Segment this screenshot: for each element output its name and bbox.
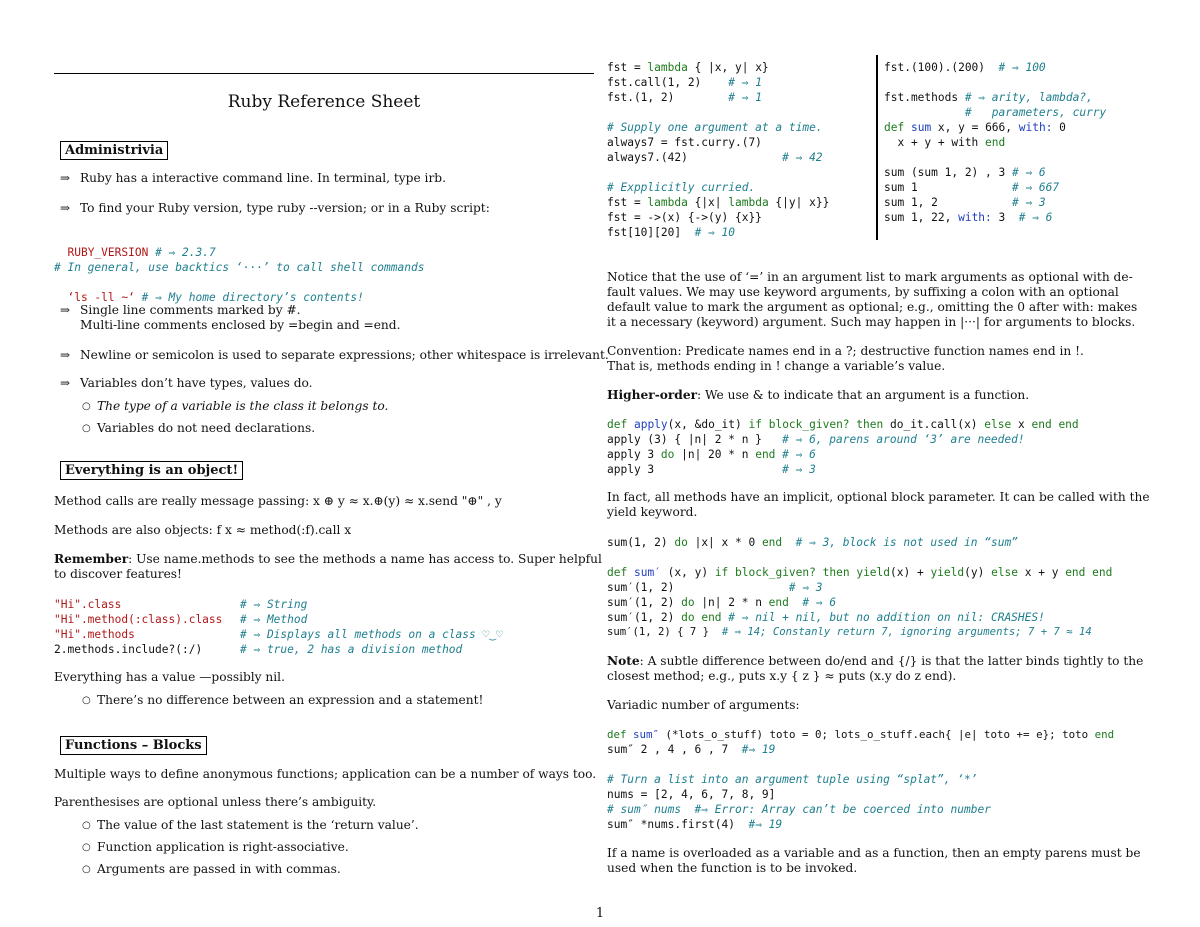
method-calls-text: Method calls are really message passing: x ⊕ y ≈ x.⊕(y) ≈ x.send "⊕" , y xyxy=(54,494,502,508)
circle-bullet-icon: ○ xyxy=(82,423,91,434)
sum-code-9: sum 1 # ⇒ 667 xyxy=(884,181,1060,194)
lambda-code-9: # Expplicitly curried. xyxy=(607,181,756,194)
sumprime-code-5: sum′(1, 2) { 7 } # ⇒ 14; Constanly return 7, ignoring arguments; 7 + 7 ≈ 14 xyxy=(607,626,1092,638)
variadic-p: Variadic number of arguments: xyxy=(607,698,800,712)
example-comment-4: # ⇒ true, 2 has a division method xyxy=(240,643,463,656)
top-rule xyxy=(54,73,594,74)
sum-code-6: x + y + with end xyxy=(884,136,1006,149)
circle-bullet-icon: ○ xyxy=(82,401,91,412)
higher-order-text: Higher-order: We use & to indicate that an argument is a function. xyxy=(607,388,1030,402)
functions-sub-3: Arguments are passed in with commas. xyxy=(97,862,341,876)
variadic-code-4: # Turn a list into an argument tuple using “splat”, ‘*’ xyxy=(607,773,978,786)
sum-code-11: sum 1, 22, with: 3 # ⇒ 6 xyxy=(884,211,1053,224)
functions-sub-1: The value of the last statement is the ‘return value’. xyxy=(97,818,419,832)
optional-p-3: default value to mark the argument as optional; e.g., omitting the 0 after with: makes xyxy=(607,300,1138,314)
variadic-code-5: nums = [2, 4, 6, 7, 8, 9] xyxy=(607,788,776,801)
optional-p-4: it a necessary (keyword) argument. Such may happen in |···| for arguments to blocks. xyxy=(607,315,1136,329)
apply-code-4: apply 3 # ⇒ 3 xyxy=(607,463,816,476)
example-code-4: 2.methods.include?(:/) xyxy=(54,643,203,656)
section-functions-blocks: Functions – Blocks xyxy=(60,736,207,755)
note-p-2: closest method; e.g., puts x.y { z } ≈ puts (x.y do z end). xyxy=(607,669,957,683)
section-administrivia: Administrivia xyxy=(60,141,168,160)
circle-bullet-icon: ○ xyxy=(82,695,91,706)
example-code-1: "Hi".class xyxy=(54,598,122,611)
apply-code-1: def apply(x, &do_it) if block_given? then do_it.call(x) else x end end xyxy=(607,418,1079,431)
sumprime-code-2: sum′(1, 2) # ⇒ 3 xyxy=(607,581,823,594)
fact-p-1: In fact, all methods have an implicit, optional block parameter. It can be called with the xyxy=(607,490,1150,504)
page-number: 1 xyxy=(595,906,605,921)
arrow-bullet-icon: ⇒ xyxy=(60,376,71,390)
circle-bullet-icon: ○ xyxy=(82,842,91,853)
lambda-code-1: fst = lambda { |x, y| x} xyxy=(607,61,769,74)
ruby-version-line: RUBY_VERSION # ⇒ 2.3.7 xyxy=(67,246,216,259)
comments-item-1: Single line comments marked by #. xyxy=(80,303,301,317)
note-p-1: Note: A subtle difference between do/end and {/} is that the latter binds tightly to the xyxy=(607,654,1144,668)
lambda-code-10: fst = lambda {|x| lambda {|y| x}} xyxy=(607,196,830,209)
admin-item-version: To find your Ruby version, type ruby --version; or in a Ruby script: xyxy=(80,201,490,215)
page-title: Ruby Reference Sheet xyxy=(227,92,421,112)
remember-line-2: to discover features! xyxy=(54,567,182,581)
sum-code-3: fst.methods # ⇒ arity, lambda?, xyxy=(884,91,1093,104)
apply-code-3: apply 3 do |n| 20 * n end # ⇒ 6 xyxy=(607,448,816,461)
lambda-code-6: always7 = fst.curry.(7) xyxy=(607,136,762,149)
circle-bullet-icon: ○ xyxy=(82,820,91,831)
variadic-code-6: # sum″ nums #⇒ Error: Array can’t be coerced into number xyxy=(607,803,991,816)
sum-code-8: sum (sum 1, 2) , 3 # ⇒ 6 xyxy=(884,166,1046,179)
example-comment-3: # ⇒ Displays all methods on a class ♡‿♡ xyxy=(240,628,503,641)
sum-code-1: fst.(100).(200) # ⇒ 100 xyxy=(884,61,1046,74)
comments-item-2: Multi-line comments enclosed by =begin and =end. xyxy=(80,318,401,332)
convention-p-1: Convention: Predicate names end in a ?; destructive function names end in !. xyxy=(607,344,1084,358)
lambda-code-2: fst.call(1, 2) # ⇒ 1 xyxy=(607,76,762,89)
newline-item: Newline or semicolon is used to separate expressions; other whitespace is irrelevant. xyxy=(80,348,609,362)
arrow-bullet-icon: ⇒ xyxy=(60,348,71,362)
backtick-comment: # In general, use backtics ‘···’ to call shell commands xyxy=(54,261,425,274)
backtick-line: ‘ls -ll ~‘ # ⇒ My home directory’s contents! xyxy=(67,291,364,304)
example-code-2: "Hi".method(:class).class xyxy=(54,613,223,626)
example-code-3: "Hi".methods xyxy=(54,628,135,641)
value-sub: There’s no difference between an expression and a statement! xyxy=(97,693,484,707)
variadic-code-1: def sum″ (*lots_o_stuff) toto = 0; lots_o_stuff.each{ |e| toto += e}; toto end xyxy=(607,728,1115,741)
functions-p1: Multiple ways to define anonymous functions; application can be a number of ways too. xyxy=(54,767,597,781)
example-comment-1: # ⇒ String xyxy=(240,598,308,611)
optional-p-1: Notice that the use of ‘=’ in an argument list to mark arguments as optional with de- xyxy=(607,270,1133,284)
variables-sub-1: The type of a variable is the class it belongs to. xyxy=(97,399,389,413)
fact-p-2: yield keyword. xyxy=(607,505,698,519)
admin-item-irb: Ruby has a interactive command line. In terminal, type irb. xyxy=(80,171,446,185)
lambda-code-5: # Supply one argument at a time. xyxy=(607,121,823,134)
lambda-code-11: fst = ->(x) {->(y) {x}} xyxy=(607,211,762,224)
variables-item: Variables don’t have types, values do. xyxy=(80,376,313,390)
overload-p-1: If a name is overloaded as a variable and as a function, then an empty parens must be xyxy=(607,846,1141,860)
sum-code-4: # parameters, curry xyxy=(884,106,1107,119)
functions-p2: Parenthesises are optional unless there’s ambiguity. xyxy=(54,795,377,809)
apply-code-2: apply (3) { |n| 2 * n } # ⇒ 6, parens around ‘3’ are needed! xyxy=(607,433,1025,446)
sum-code-5: def sum x, y = 666, with: 0 xyxy=(884,121,1066,134)
functions-sub-2: Function application is right-associative. xyxy=(97,840,349,854)
sum-block-code: sum(1, 2) do |x| x * 0 end # ⇒ 3, block is not used in “sum” xyxy=(607,536,1018,549)
circle-bullet-icon: ○ xyxy=(82,864,91,875)
methods-objects-text: Methods are also objects: f x ≈ method(:f).call x xyxy=(54,523,352,537)
variables-sub-2: Variables do not need declarations. xyxy=(97,421,316,435)
variadic-code-2: sum″ 2 , 4 , 6 , 7 #⇒ 19 xyxy=(607,743,776,756)
lambda-code-7: always7.(42) # ⇒ 42 xyxy=(607,151,823,164)
lambda-code-3: fst.(1, 2) # ⇒ 1 xyxy=(607,91,762,104)
convention-p-2: That is, methods ending in ! change a variable’s value. xyxy=(607,359,946,373)
arrow-bullet-icon: ⇒ xyxy=(60,303,71,317)
variadic-code-7: sum″ *nums.first(4) #⇒ 19 xyxy=(607,818,783,831)
code-box-divider xyxy=(876,55,878,240)
sum-code-10: sum 1, 2 # ⇒ 3 xyxy=(884,196,1046,209)
sumprime-code-3: sum′(1, 2) do |n| 2 * n end # ⇒ 6 xyxy=(607,596,837,609)
sumprime-code-4: sum′(1, 2) do end # ⇒ nil + nil, but no addition on nil: CRASHES! xyxy=(607,611,1045,624)
section-everything-object: Everything is an object! xyxy=(60,461,243,480)
remember-line-1: Remember: Use name.methods to see the methods a name has access to. Super helpful xyxy=(54,552,602,566)
value-text: Everything has a value —possibly nil. xyxy=(54,670,285,684)
example-comment-2: # ⇒ Method xyxy=(240,613,308,626)
optional-p-2: fault values. We may use keyword arguments, by suffixing a colon with an optional xyxy=(607,285,1119,299)
arrow-bullet-icon: ⇒ xyxy=(60,171,71,185)
lambda-code-12: fst[10][20] # ⇒ 10 xyxy=(607,226,735,239)
overload-p-2: used when the function is to be invoked. xyxy=(607,861,858,875)
sumprime-code-1: def sum′ (x, y) if block_given? then yield(x) + yield(y) else x + y end end xyxy=(607,566,1113,579)
arrow-bullet-icon: ⇒ xyxy=(60,201,71,215)
